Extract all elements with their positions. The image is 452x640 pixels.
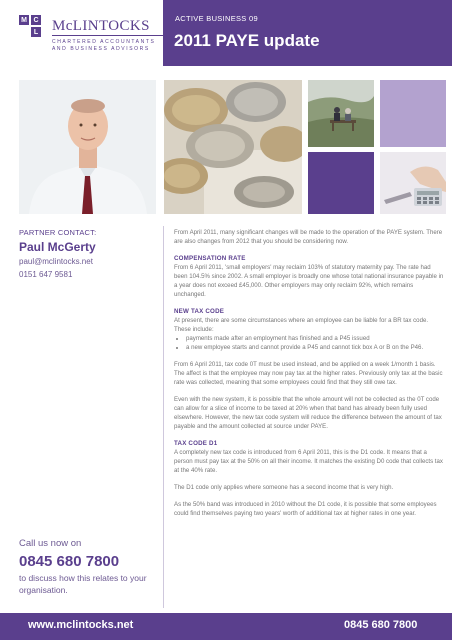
list-item: • a new employee starts and cannot provide a P45 and cannot tick box A or B on the P46. [186,343,444,352]
section-text-tax-code-d1: A completely new tax code is introduced from 6 April 2011, this is the D1 code. It means that a person must pay tax at the 50% on all their income. It matches the existing D0 code that collects tax at the 40% rate. [174,449,443,474]
article-body [174,228,444,526]
section-text-compensation-rate: From 6 April 2011, 'small employers' may reclaim 103% of statutory maternity pay. The rate had been 104.5% since 2002. A small employer is broadly one whose total national insurance payable in a year does not exceed £45,000. Other employers may only reclaim 92%, which remains unchanged. [174,264,444,298]
bullet-list [174,334,444,352]
call-description: to discuss how this relates to your organisation. [19,573,147,595]
paragraph-new-system: Even with the new system, it is possible that the whole amount will not be collected as the 0T code can allow for a slice of income to be taxed at 20% when that band has already been fully used elsewhere. However, the new tax code system will reduce the difference between the amount of tax payable and the amount collected at source under PAYE. [174,396,442,430]
section-heading-tax-code-d1: TAX CODE D1 [174,440,218,447]
logo-wordmark: McLINTOCKS [52,18,150,34]
logo-letter-c: C [30,14,42,26]
partner-contact-label: PARTNER CONTACT: [19,228,97,237]
section-text-new-tax-code: At present, there are some circumstances where an employee can be liable for a BR tax code. These include: [174,317,429,333]
partner-phone: 0151 647 9581 [19,270,73,279]
logo-letter-l: L [30,26,42,38]
paragraph-50-band: As the 50% band was introduced in 2010 without the D1 code, it is possible that some employees could find themselves paying two years' worth of additional tax at higher rates in one year. [174,501,437,517]
list-item: • payments made after an employment has finished and a P45 issued [186,334,444,343]
call-number: 0845 680 7800 [19,553,120,570]
partner-photo [19,80,156,214]
coins-photo [164,80,302,214]
logo-tagline-1: CHARTERED ACCOUNTANTS [52,39,156,45]
footer-phone: 0845 680 7800 [344,619,418,631]
section-heading-new-tax-code: NEW TAX CODE [174,308,225,315]
paragraph-tax-code-0t: From 6 April 2011, tax code 0T must be used instead, and be applied on a week 1/month 1 basis. The affect is that the employee may now pay tax at the higher rates. Previously only tax at the basic rate was collected, meaning that some employees could find that they still owe tax. [174,361,443,386]
couple-photo [308,80,374,147]
column-divider [163,226,164,608]
paragraph-d1-applies: The D1 code only applies where someone has a second income that is very high. [174,484,394,491]
section-heading-compensation-rate: COMPENSATION RATE [174,255,246,262]
decorative-tile-lavender-1 [380,80,446,147]
partner-email[interactable]: paul@mclintocks.net [19,257,93,266]
logo-divider [52,35,170,36]
decorative-tile-purple [308,152,374,214]
page-title: 2011 PAYE update [174,31,320,50]
company-logo [18,14,168,52]
logo-letter-m: M [18,14,30,26]
partner-name: Paul McGerty [19,240,96,254]
call-label: Call us now on [19,538,82,549]
logo-tagline-2: AND BUSINESS ADVISORS [52,46,150,52]
footer-website-link[interactable]: www.mclintocks.net [28,619,134,631]
issue-label: ACTIVE BUSINESS 09 [175,14,258,23]
intro-paragraph: From April 2011, many significant changes will be made to the operation of the PAYE system. There are also changes from 2012 that you should be considering now. [174,229,443,245]
calculator-photo [380,152,446,214]
